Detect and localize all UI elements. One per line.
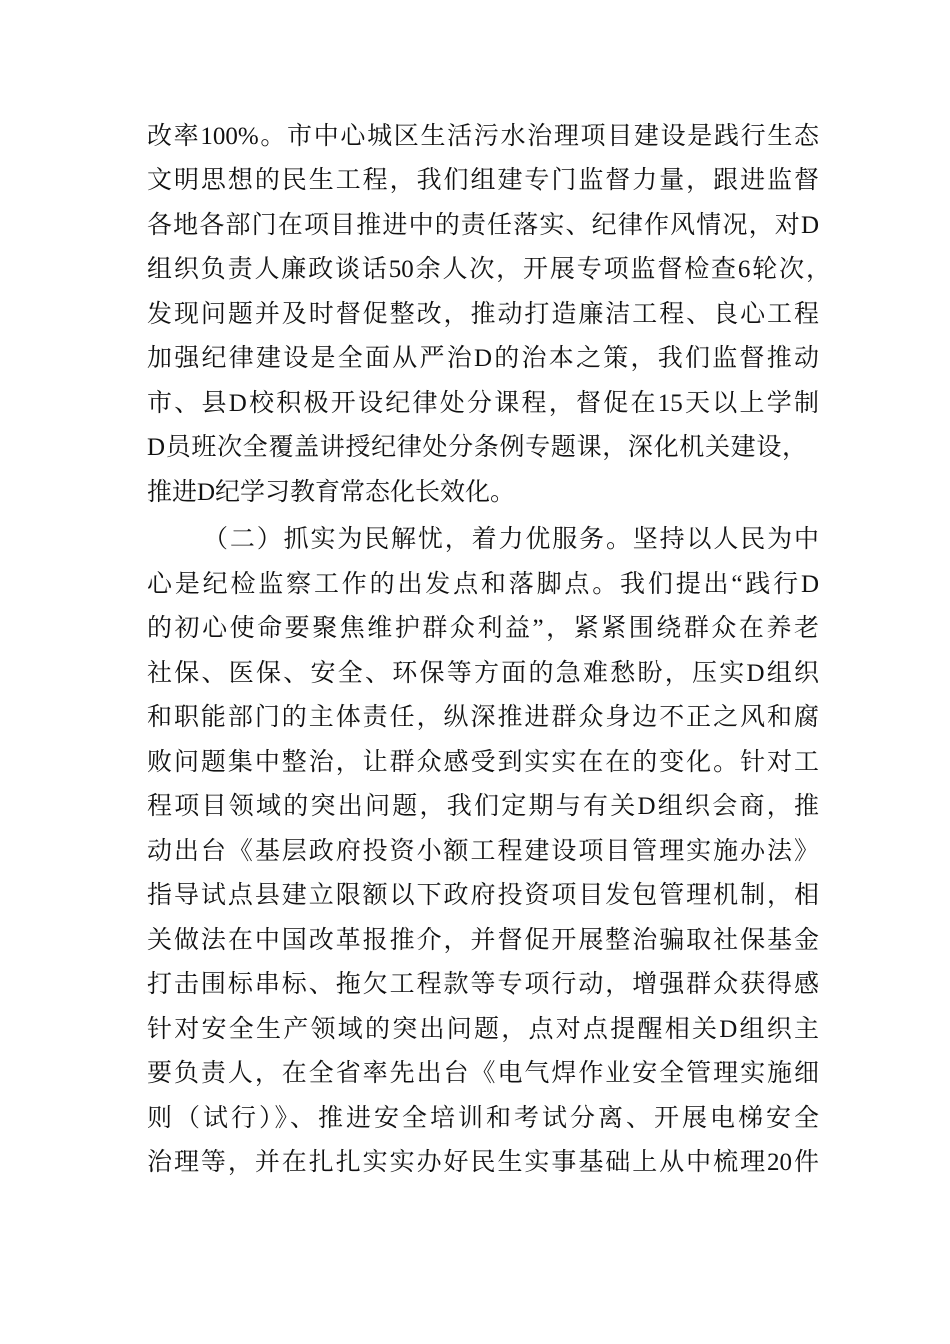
text-line: 市、县D校积极开设纪律处分课程，督促在15天以上学制	[147, 390, 819, 417]
text-line: 加强纪律建设是全面从严治D的治本之策，我们监督推动	[147, 345, 819, 372]
text-line: 社保、医保、安全、环保等方面的急难愁盼，压实D组织	[147, 660, 819, 687]
text-line: 动出台《基层政府投资小额工程建设项目管理实施办法》	[147, 838, 819, 865]
text-line: 程项目领域的突出问题，我们定期与有关D组织会商，推	[147, 793, 819, 820]
text-line: 指导试点县建立限额以下政府投资项目发包管理机制，相	[147, 882, 819, 909]
text-line: 文明思想的民生工程，我们组建专门监督力量，跟进监督	[147, 167, 819, 194]
text-line: 各地各部门在项目推进中的责任落实、纪律作风情况，对D	[147, 212, 819, 239]
text-line: 的初心使命要聚焦维护群众利益”，紧紧围绕群众在养老	[147, 615, 819, 642]
text-line: 推进D纪学习教育常态化长效化。	[147, 479, 516, 506]
text-line: 心是纪检监察工作的出发点和落脚点。我们提出“践行D	[147, 571, 819, 598]
text-line: 治理等，并在扎扎实实办好民生实事基础上从中梳理20件	[147, 1149, 819, 1176]
text-line: 组织负责人廉政谈话50余人次，开展专项监督检查6轮次，	[147, 256, 831, 283]
text-line: 败问题集中整治，让群众感受到实实在在的变化。针对工	[147, 749, 819, 776]
text-line: 发现问题并及时督促整改，推动打造廉洁工程、良心工程	[147, 301, 819, 328]
text-line: 关做法在中国改革报推介，并督促开展整治骗取社保基金	[147, 927, 819, 954]
text-line: 要负责人，在全省率先出台《电气焊作业安全管理实施细	[147, 1060, 819, 1087]
text-line: 改率100%。市中心城区生活污水治理项目建设是践行生态	[147, 123, 819, 150]
text-line: 打击围标串标、拖欠工程款等专项行动，增强群众获得感	[147, 971, 819, 998]
text-line: 和职能部门的主体责任，纵深推进群众身边不正之风和腐	[147, 704, 819, 731]
text-line: 则（试行）》、推进安全培训和考试分离、开展电梯安全	[147, 1105, 819, 1132]
section-heading-line: （二）抓实为民解忧，着力优服务。坚持以人民为中	[203, 526, 819, 553]
text-line: 针对安全生产领域的突出问题，点对点提醒相关D组织主	[147, 1016, 819, 1043]
text-line: D员班次全覆盖讲授纪律处分条例专题课，深化机关建设，	[147, 434, 807, 461]
